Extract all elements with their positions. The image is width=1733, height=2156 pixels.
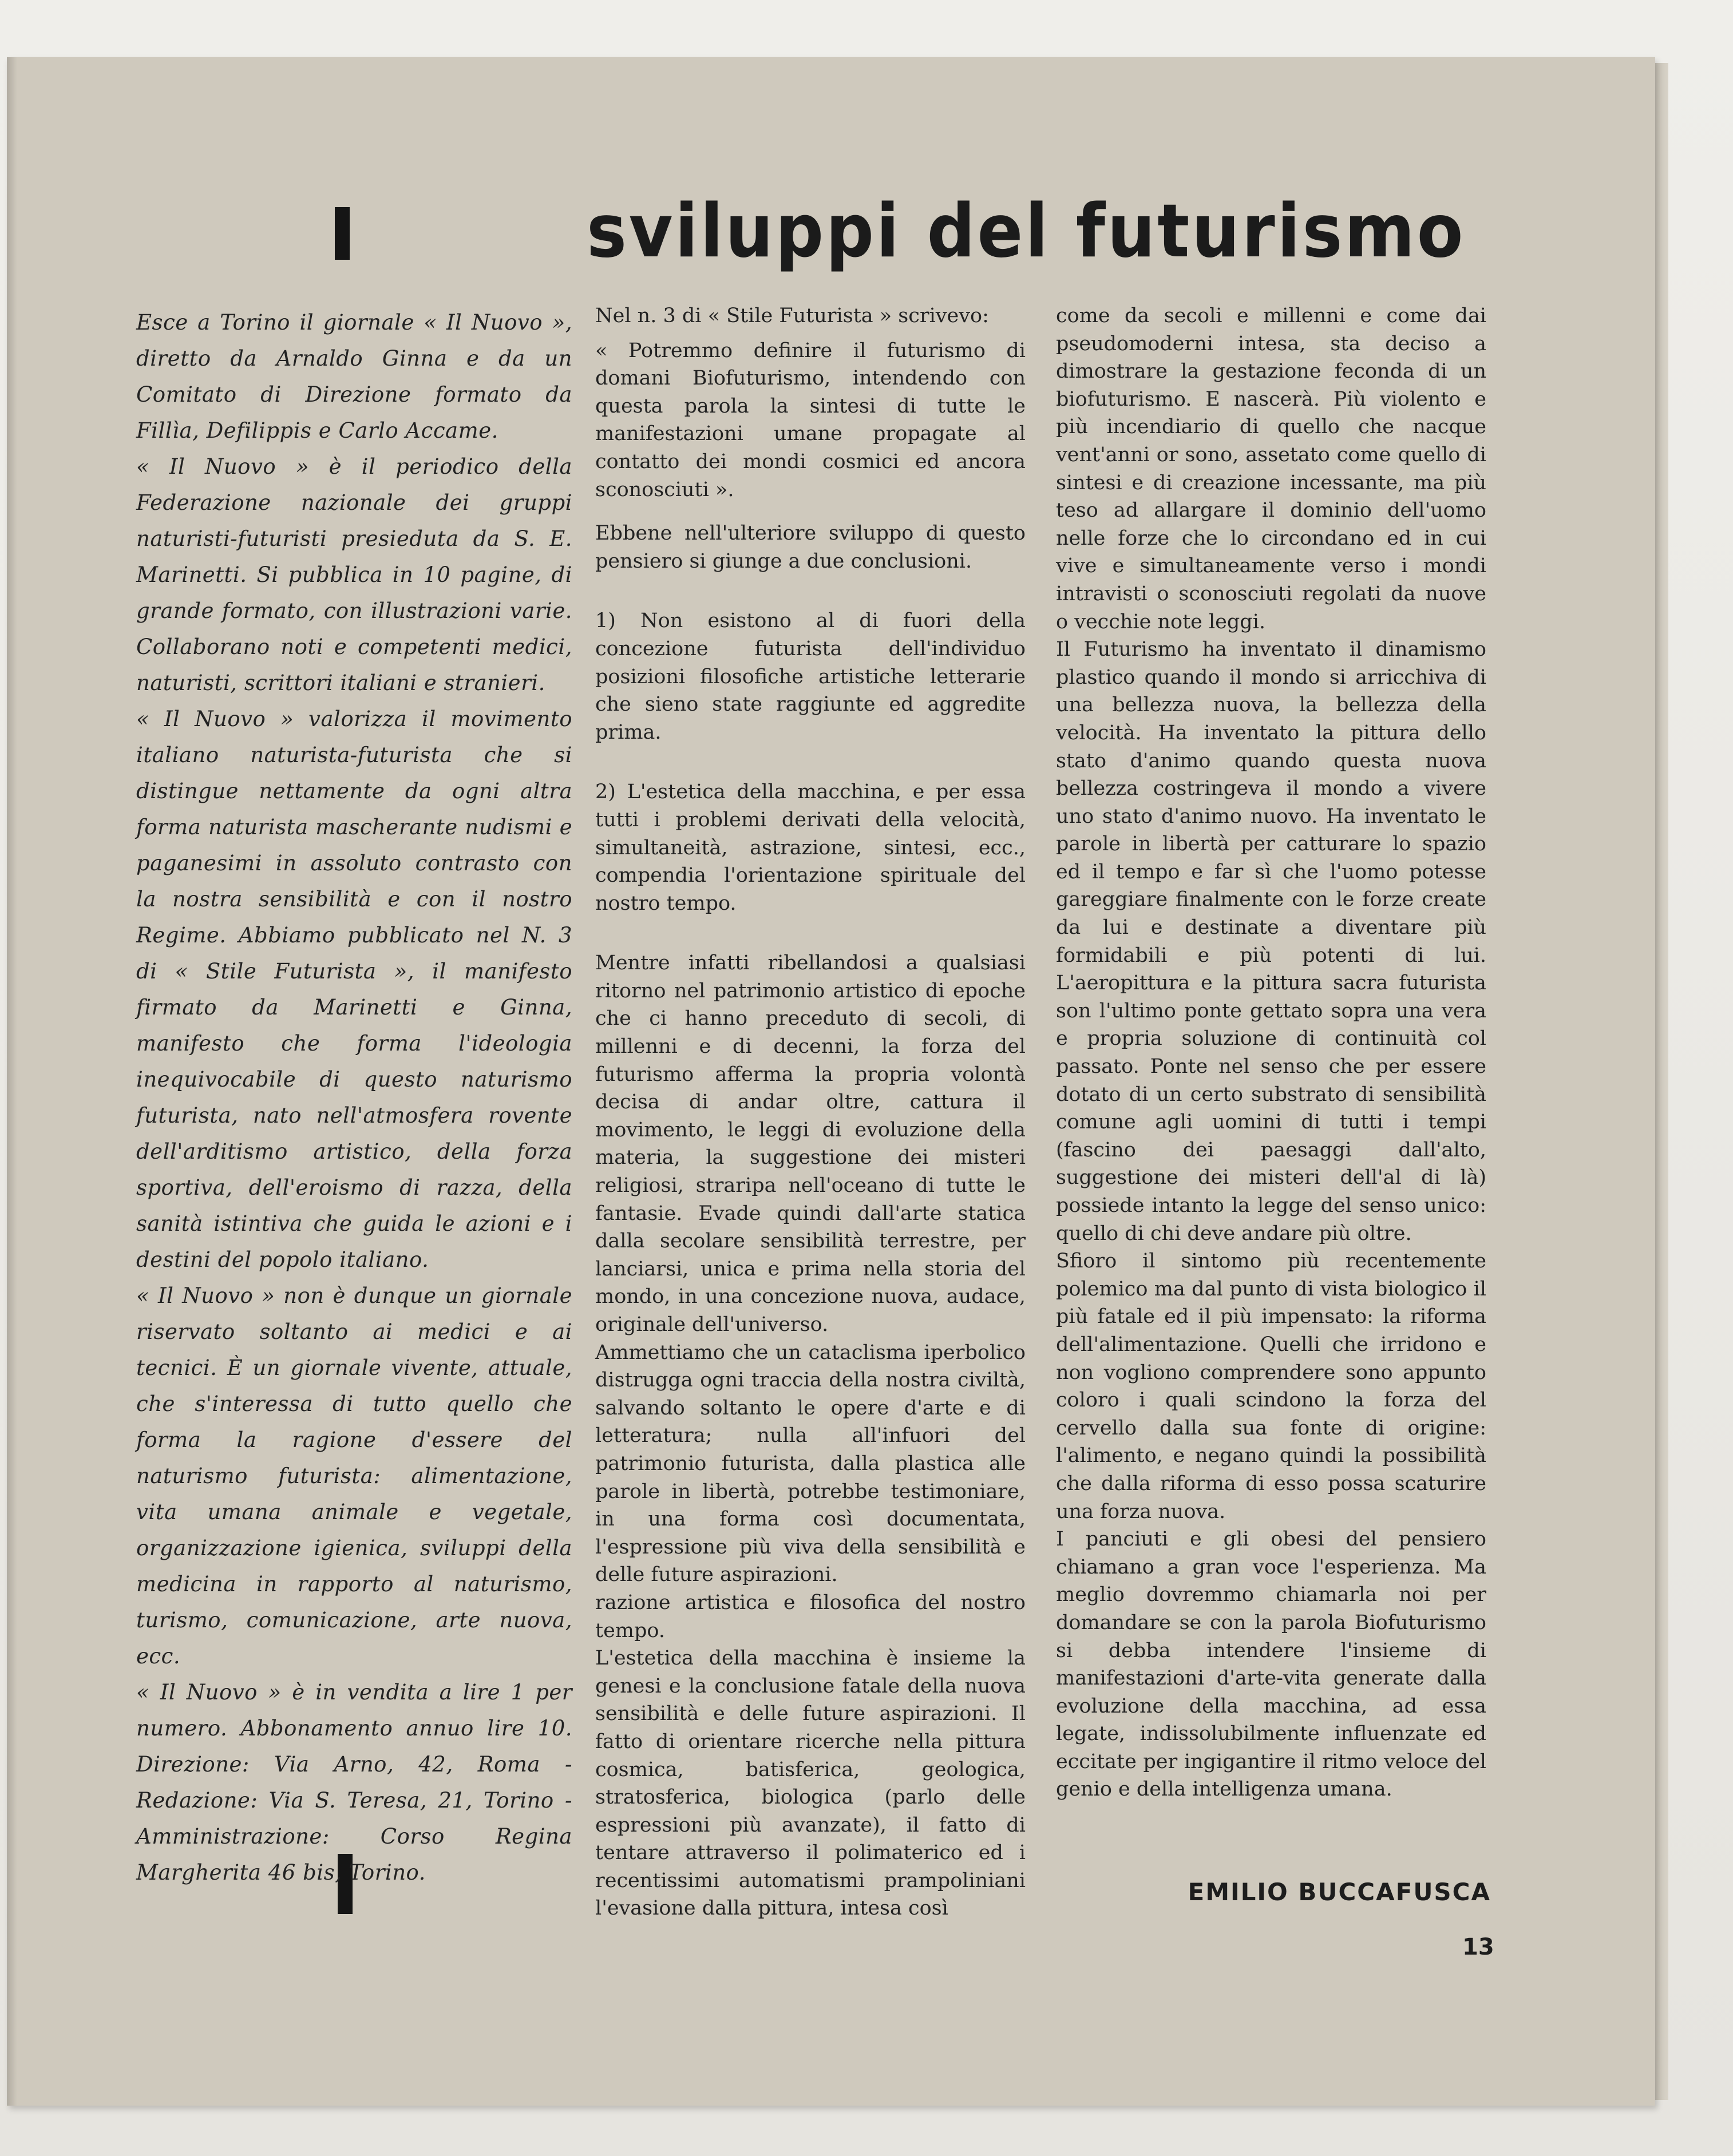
left-paragraph: « Il Nuovo » non è dunque un giornale riservato soltanto ai medici e ai tecnici. È un giornale vivente, attuale, che s'interessa di tutto quello che forma la ragione d'essere del naturismo futurista: alimentazione, vita umana animale e vegetale, organizzazione igienica, sviluppi della medicina in rapporto al naturismo, turismo, comunicazione, arte nuova, ecc. — [136, 1283, 572, 1668]
middle-paragraph: razione artistica e filosofica del nostro tempo. — [595, 1591, 1026, 1642]
left-paragraph: « Il Nuovo » valorizza il movimento italiano naturista-futurista che si distingue nettamente da ogni altra forma naturista mascherante nudismi e paganesimi in assoluto contrasto con la nostra sensibilità e con il nostro Regime. Abbiamo pubblicato nel N. 3 di « Stile Futurista », il manifesto firmato da Marinetti e Ginna, manifesto che forma l'ideologia inequivocabile di questo naturismo futurista, nato nell'atmosfera rovente dell'arditismo artistico, della forza sportiva, dell'eroismo di razza, della sanità istintiva che guida le azioni e i destini del popolo italiano. — [136, 707, 572, 1272]
title-block-mark — [335, 207, 350, 260]
middle-paragraph: 2) L'estetica della macchina, e per essa tutti i problemi derivati della velocità, simultaneità, astrazione, sintesi, ecc., compendia l'orientazione spirituale del nostro tempo. — [595, 780, 1026, 915]
middle-paragraph: « Potremmo definire il futurismo di domani Biofuturismo, intendendo con questa parola la sintesi di tutte le manifestazioni umane propagate al contatto dei mondi cosmici ed ancora sconosciuti ». — [595, 339, 1026, 501]
right-column — [1056, 302, 1486, 1804]
right-paragraph: Il Futurismo ha inventato il dinamismo plastico quando il mondo si arricchiva di una bellezza nuova, la bellezza della velocità. Ha inventato la pittura dello stato d'animo quando questa nuova bellezza costringeva il mondo a vivere uno stato d'animo nuovo. Ha inventato le parole in libertà per catturare lo spazio ed il tempo e far sì che l'uomo potesse gareggiare finalmente con le forze create da lui e destinate a diventare più formidabili e più potenti di lui. L'aeropittura e la pittura sacra futurista son l'ultimo ponte gettato sopra una vera e propria soluzione di continuità col passato. Ponte nel senso che per essere dotato di un certo substrato di sensibilità comune agli uomini di tutti i tempi (fascino dei paesaggi dall'alto, suggestione dei misteri dell'al di là) possiede intanto la legge del senso unico: quello di chi deve andare più oltre. — [1056, 638, 1486, 1245]
article-title: sviluppi del futurismo — [587, 189, 1466, 274]
article-author: EMILIO BUCCAFUSCA — [1188, 1878, 1491, 1906]
right-paragraph: come da secoli e millenni e come dai pseudomoderni intesa, sta deciso a dimostrare la gestazione feconda di un biofuturismo. E nascerà. Più violento e più incendiario di quello che nacque vent'anni or sono, assetato come quello di sintesi e di creazione incessante, ma più teso ad allargare il dominio dell'uomo nelle forze che lo circondano ed in cui vive e simultaneamente verso i mondi intravisti o sconosciuti regolati da nuove o vecchie note leggi. — [1056, 304, 1486, 633]
left-paragraph: « Il Nuovo » è il periodico della Federazione nazionale dei gruppi naturisti-futuristi presieduta da S. E. Marinetti. Si pubblica in 10 pagine, di grande formato, con illustrazioni varie. Collaborano noti e competenti medici, naturisti, scrittori italiani e stranieri. — [136, 454, 572, 695]
spine-shadow — [7, 57, 17, 2106]
left-column-sidebar — [136, 304, 572, 1891]
middle-paragraph: Ebbene nell'ulteriore sviluppo di questo pensiero si giunge a due conclusioni. — [595, 522, 1026, 573]
middle-paragraph: Ammettiamo che un cataclisma iperbolico distrugga ogni traccia della nostra civiltà, salvando soltanto le opere d'arte e di letteratura; nulla all'infuori del patrimonio futurista, dalla plastica alle parole in libertà, potrebbe testimoniare, in una forma così documentata, l'espressione più viva della sensibilità e delle future aspirazioni. — [595, 1341, 1026, 1587]
page-number: 13 — [1462, 1934, 1494, 1960]
middle-paragraph: 1) Non esistono al di fuori della concezione futurista dell'individuo posizioni filosofiche artistiche letterarie che sieno state raggiunte ed aggredite prima. — [595, 609, 1026, 744]
left-paragraph: Esce a Torino il giornale « Il Nuovo », diretto da Arnaldo Ginna e da un Comitato di Direzione formato da Fillìa, Defilippis e Carlo Accame. — [136, 310, 572, 443]
middle-paragraph: Mentre infatti ribellandosi a qualsiasi ritorno nel patrimonio artistico di epoche che ci hanno preceduto di secoli, di millenni e di decenni, la forza del futurismo afferma la propria volontà decisa di andar oltre, cattura il movimento, le leggi di evoluzione della materia, la suggestione dei misteri religiosi, straripa nell'oceano di tutte le fantasie. Evade quindi dall'arte statica dalla secolare sensibilità terrestre, per lanciarsi, unica e prima nella storia del mondo, in una concezione nuova, audace, originale dell'universo. — [595, 952, 1026, 1336]
middle-column — [595, 302, 1026, 1923]
left-paragraph: « Il Nuovo » è in vendita a lire 1 per numero. Abbonamento annuo lire 10. Direzione: Via Arno, 42, Roma - Redazione: Via S. Teresa, 21, Torino - Amministrazione: Corso Regina Margherita 46 bis, Torino. — [136, 1680, 572, 1885]
right-paragraph: I panciuti e gli obesi del pensiero chiamano a gran voce l'esperienza. Ma meglio dovremmo chiamarla noi per domandare se con la parola Biofuturismo si debba intendere l'insieme di manifestazioni d'arte-vita generate dalla evoluzione della macchina, ad essa legate, indissolubilmente influenzate ed eccitate per ingigantire il ritmo veloce del genio e della intelligenza umana. — [1056, 1528, 1486, 1801]
middle-paragraph: L'estetica della macchina è insieme la genesi e la conclusione fatale della nuova sensibilità e delle future aspirazioni. Il fatto di orientare ricerche nella pittura cosmica, batisferica, geologica, stratosferica, biologica (parlo delle espressioni più avanzate), il fatto di tentare attraverso il polimaterico ed i recentissimi automatismi prampoliniani l'evasione dalla pittura, intesa così — [595, 1647, 1026, 1920]
middle-paragraph: Nel n. 3 di « Stile Futurista » scrivevo: — [595, 304, 989, 327]
right-paragraph: Sfioro il sintomo più recentemente polemico ma dal punto di vista biologico il più fatale ed il più impensato: la riforma dell'alimentazione. Quelli che irridono e non vogliono comprendere sono appunto coloro i quali scindono la forza del cervello dalla sua fonte di origine: l'alimento, e negano quindi la possibilità che dalla riforma di esso possa scaturire una forza nuova. — [1056, 1250, 1486, 1523]
